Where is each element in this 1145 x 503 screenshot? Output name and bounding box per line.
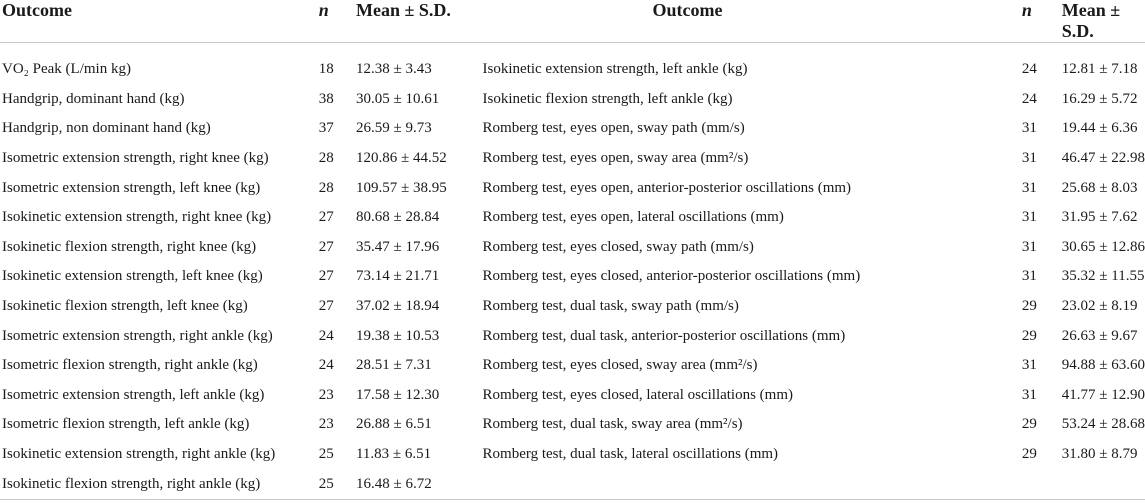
left-n-cell: 23 xyxy=(318,416,334,433)
left-n-cell: 18 xyxy=(318,61,334,78)
left-outcome-cell: Isokinetic extension strength, right knee (kg) xyxy=(2,209,272,226)
right-n-cell: 29 xyxy=(1021,446,1037,463)
left-n-cell: 24 xyxy=(318,327,334,344)
left-mean-cell: 73.14 ± 21.71 xyxy=(355,268,440,285)
right-outcome-cell: Romberg test, dual task, sway path (mm/s) xyxy=(482,298,739,315)
header-outcome-left: Outcome xyxy=(0,0,319,43)
left-outcome-cell: Isokinetic extension strength, left knee (kg) xyxy=(2,268,263,285)
right-mean-cell: 25.68 ± 8.03 xyxy=(1061,179,1138,196)
right-n-cell: 24 xyxy=(1021,90,1037,107)
left-mean-cell: 37.02 ± 18.94 xyxy=(355,298,440,315)
table-row xyxy=(0,55,1145,85)
left-n-cell: 27 xyxy=(318,298,334,315)
right-mean-cell: 19.44 ± 6.36 xyxy=(1061,120,1138,137)
table-row xyxy=(0,144,1145,174)
table-row xyxy=(0,203,1145,233)
left-mean-cell: 19.38 ± 10.53 xyxy=(355,327,440,344)
right-mean-cell: 30.65 ± 12.86 xyxy=(1061,238,1145,255)
left-mean-cell: 35.47 ± 17.96 xyxy=(355,238,440,255)
table-row xyxy=(0,321,1145,351)
right-mean-cell: 26.63 ± 9.67 xyxy=(1061,327,1138,344)
left-mean-cell: 80.68 ± 28.84 xyxy=(355,209,440,226)
left-outcome-cell: Isokinetic flexion strength, right knee (kg) xyxy=(2,238,257,255)
right-n-cell: 31 xyxy=(1021,386,1037,403)
right-outcome-cell: Romberg test, eyes open, anterior-posterior oscillations (mm) xyxy=(482,179,852,196)
header-mean-right: Mean ± S.D. xyxy=(1062,0,1145,43)
table-row xyxy=(0,381,1145,411)
right-outcome-cell: Isokinetic flexion strength, left ankle (kg) xyxy=(482,90,733,107)
left-n-cell: 25 xyxy=(318,475,334,492)
header-outcome-right: Outcome xyxy=(483,0,1022,43)
right-outcome-cell: Romberg test, dual task, anterior-posterior oscillations (mm) xyxy=(482,327,846,344)
right-mean-cell: 35.32 ± 11.55 xyxy=(1061,268,1145,285)
left-mean-cell: 12.38 ± 3.43 xyxy=(355,61,432,78)
table-row xyxy=(0,262,1145,292)
left-mean-cell: 28.51 ± 7.31 xyxy=(355,357,432,374)
header-row xyxy=(0,0,1145,43)
right-mean-cell: 94.88 ± 63.60 xyxy=(1061,357,1145,374)
right-n-cell: 31 xyxy=(1021,268,1037,285)
left-mean-cell: 26.88 ± 6.51 xyxy=(355,416,432,433)
left-outcome-cell: Isometric extension strength, left knee (kg) xyxy=(2,179,261,196)
header-mean-left: Mean ± S.D. xyxy=(356,0,483,43)
right-mean-cell: 12.81 ± 7.18 xyxy=(1061,61,1138,78)
left-outcome-cell: Isometric flexion strength, right ankle (kg) xyxy=(2,357,258,374)
right-mean-cell: 46.47 ± 22.98 xyxy=(1061,150,1145,167)
right-mean-cell: 16.29 ± 5.72 xyxy=(1061,90,1138,107)
left-n-cell: 38 xyxy=(318,90,334,107)
right-outcome-cell: Romberg test, dual task, sway area (mm²/s) xyxy=(482,416,743,433)
left-outcome-cell: Isokinetic flexion strength, right ankle (kg) xyxy=(2,475,261,492)
right-n-cell: 31 xyxy=(1021,238,1037,255)
right-mean-cell: 23.02 ± 8.19 xyxy=(1061,298,1138,315)
left-n-cell: 27 xyxy=(318,268,334,285)
right-n-cell: 29 xyxy=(1021,416,1037,433)
header-n-left: n xyxy=(319,0,356,43)
header-n-right: n xyxy=(1022,0,1062,43)
left-mean-cell: 16.48 ± 6.72 xyxy=(355,475,432,492)
bottom-rule xyxy=(0,499,1145,500)
table-row xyxy=(0,410,1145,440)
right-outcome-cell: Isokinetic extension strength, left ankle (kg) xyxy=(482,61,748,78)
right-mean-cell xyxy=(1062,469,1145,499)
left-outcome-cell: VO₂ Peak (L/min kg) xyxy=(2,61,131,78)
table-row xyxy=(0,233,1145,263)
right-outcome-cell: Romberg test, dual task, lateral oscillations (mm) xyxy=(482,446,779,463)
left-outcome-cell: Isokinetic extension strength, right ankle (kg) xyxy=(2,446,276,463)
left-n-cell: 23 xyxy=(318,386,334,403)
right-outcome-cell xyxy=(483,469,1022,499)
left-mean-cell: 120.86 ± 44.52 xyxy=(355,150,447,167)
right-mean-cell: 41.77 ± 12.90 xyxy=(1061,386,1145,403)
left-outcome-cell: Isometric flexion strength, left ankle (kg) xyxy=(2,416,250,433)
left-n-cell: 24 xyxy=(318,357,334,374)
right-outcome-cell: Romberg test, eyes open, lateral oscillations (mm) xyxy=(482,209,784,226)
right-outcome-cell: Romberg test, eyes closed, sway area (mm²/s) xyxy=(482,357,758,374)
left-outcome-cell: Isometric extension strength, left ankle (kg) xyxy=(2,386,265,403)
right-n-cell: 31 xyxy=(1021,179,1037,196)
table-row xyxy=(0,85,1145,115)
table-row xyxy=(0,469,1145,499)
right-n-cell: 29 xyxy=(1021,327,1037,344)
right-outcome-cell: Romberg test, eyes closed, lateral oscillations (mm) xyxy=(482,386,794,403)
right-outcome-cell: Romberg test, eyes open, sway area (mm²/s) xyxy=(482,150,749,167)
right-n-cell: 31 xyxy=(1021,120,1037,137)
left-mean-cell: 11.83 ± 6.51 xyxy=(355,446,432,463)
left-outcome-cell: Isokinetic flexion strength, left knee (kg) xyxy=(2,298,248,315)
right-n-cell: 29 xyxy=(1021,298,1037,315)
table-row xyxy=(0,114,1145,144)
left-mean-cell: 17.58 ± 12.30 xyxy=(355,386,440,403)
right-mean-cell: 31.95 ± 7.62 xyxy=(1061,209,1138,226)
right-n-cell xyxy=(1022,469,1062,499)
right-n-cell: 31 xyxy=(1021,150,1037,167)
table-row xyxy=(0,351,1145,381)
left-n-cell: 28 xyxy=(318,150,334,167)
right-n-cell: 31 xyxy=(1021,209,1037,226)
table-row xyxy=(0,292,1145,322)
left-outcome-cell: Handgrip, dominant hand (kg) xyxy=(2,90,185,107)
right-n-cell: 24 xyxy=(1021,61,1037,78)
left-mean-cell: 109.57 ± 38.95 xyxy=(355,179,447,196)
right-outcome-cell: Romberg test, eyes open, sway path (mm/s) xyxy=(482,120,745,137)
left-n-cell: 25 xyxy=(318,446,334,463)
right-mean-cell: 53.24 ± 28.68 xyxy=(1061,416,1145,433)
right-n-cell: 31 xyxy=(1021,357,1037,374)
left-outcome-cell: Isometric extension strength, right ankle (kg) xyxy=(2,327,273,344)
left-n-cell: 27 xyxy=(318,238,334,255)
table-row xyxy=(0,440,1145,470)
left-outcome-cell: Isometric extension strength, right knee (kg) xyxy=(2,150,269,167)
left-n-cell: 28 xyxy=(318,179,334,196)
left-n-cell: 37 xyxy=(318,120,334,137)
left-n-cell: 27 xyxy=(318,209,334,226)
left-outcome-cell: Handgrip, non dominant hand (kg) xyxy=(2,120,211,137)
table-row xyxy=(0,173,1145,203)
right-outcome-cell: Romberg test, eyes closed, anterior-posterior oscillations (mm) xyxy=(482,268,861,285)
right-mean-cell: 31.80 ± 8.79 xyxy=(1061,446,1138,463)
left-mean-cell: 30.05 ± 10.61 xyxy=(355,90,440,107)
left-mean-cell: 26.59 ± 9.73 xyxy=(355,120,432,137)
right-outcome-cell: Romberg test, eyes closed, sway path (mm/s) xyxy=(482,238,754,255)
